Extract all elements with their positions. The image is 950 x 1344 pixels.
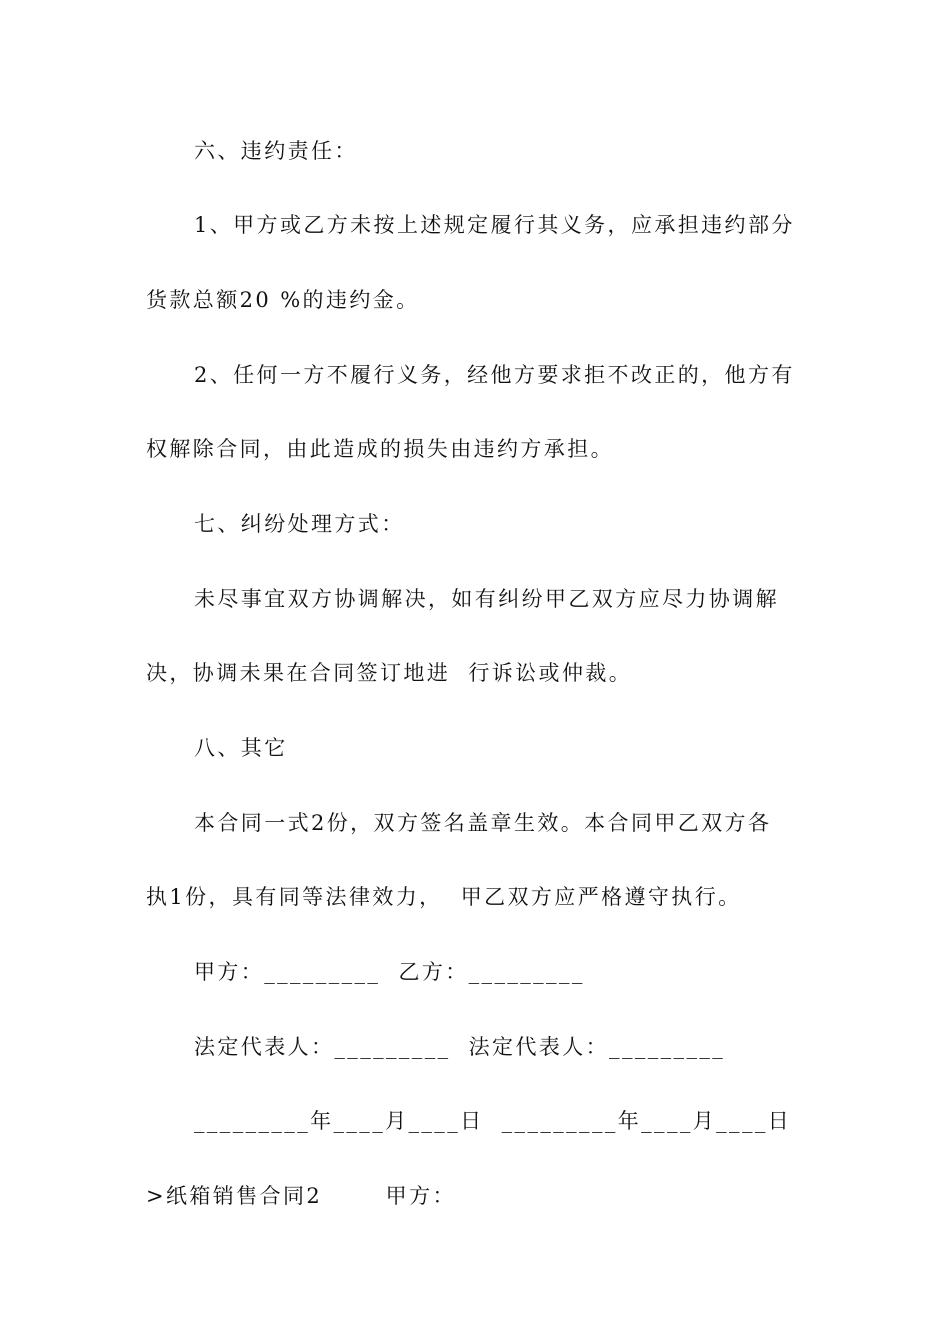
clause-6-1-line-1: 1、甲方或乙方未按上述规定履行其义务，应承担违约部分	[194, 213, 795, 237]
section-six-heading: 六、违约责任：	[194, 139, 358, 163]
clause-8-line-2: 执1份，具有同等法律效力， 甲乙双方应严格遵守执行。	[146, 885, 742, 909]
clause-6-2-line-2: 权解除合同，由此造成的损失由违约方承担。	[146, 437, 614, 461]
clause-6-1-line-2: 货款总额20 %的违约金。	[146, 288, 420, 312]
date-line: _________年____月____日 _________年____月____日	[194, 1109, 792, 1133]
clause-8-line-1: 本合同一式2份，双方签名盖章生效。本合同甲乙双方各	[194, 811, 772, 835]
clause-7-line-2: 决，协调未果在合同签订地进 行诉讼或仲裁。	[146, 661, 633, 685]
representative-signature-line: 法定代表人：_________ 法定代表人：_________	[194, 1035, 726, 1059]
next-contract-title: >纸箱销售合同2 甲方：	[146, 1184, 456, 1208]
clause-7-line-1: 未尽事宜双方协调解决，如有纠纷甲乙双方应尽力协调解	[194, 587, 779, 611]
section-seven-heading: 七、纠纷处理方式：	[194, 512, 405, 536]
clause-6-2-line-1: 2、任何一方不履行义务，经他方要求拒不改正的，他方有	[194, 363, 795, 387]
section-eight-heading: 八、其它	[194, 736, 288, 760]
party-signature-line: 甲方：_________ 乙方：_________	[194, 960, 585, 984]
